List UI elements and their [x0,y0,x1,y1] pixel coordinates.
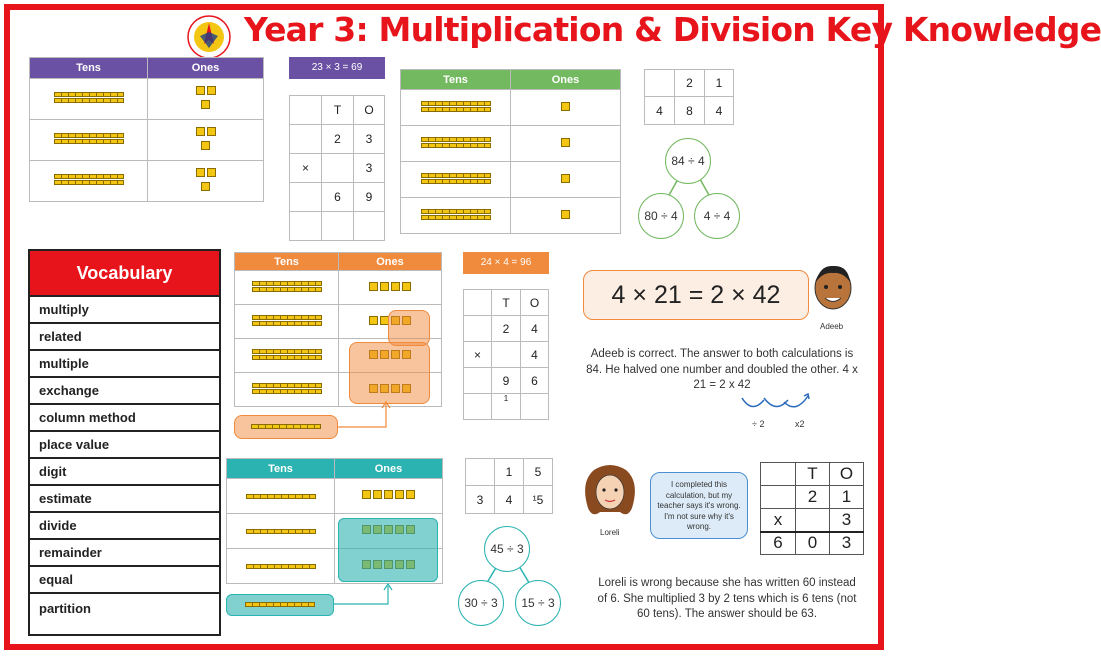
ones-header: Ones [148,58,264,79]
tens-rod [246,494,316,499]
ones-cubes [195,85,217,113]
adeeb-avatar [808,262,858,320]
ones-cubes [195,167,217,195]
short-division-1: 2 1 4 8 4 [644,69,734,125]
vocabulary-panel [28,249,221,636]
tens-header: Tens [227,459,335,479]
tens-rod [246,564,316,569]
vocab-item: multiple [30,351,219,378]
tens-rods [54,173,124,186]
loreli-speech-bubble: I completed this calculation, but my teacher says it's wrong. I'm not sure why it's wrong. [650,472,748,539]
vocab-item: equal [30,567,219,594]
tens-rods [421,172,491,185]
loreli-avatar [580,462,640,526]
ones-cube [561,102,570,111]
vocab-item: estimate [30,486,219,513]
ones-cubes [195,126,217,154]
equation-badge-2: 24 × 4 = 96 [463,252,549,274]
exchange-highlight [349,342,430,404]
vocab-item: multiply [30,297,219,324]
vocab-item: digit [30,459,219,486]
vocab-item: divide [30,513,219,540]
tens-header: Tens [235,253,339,271]
ones-header: Ones [339,253,442,271]
tens-rods [54,91,124,104]
tens-header: Tens [30,58,148,79]
tens-header: Tens [401,70,511,90]
vocab-item: exchange [30,378,219,405]
tens-rods [252,280,322,293]
tens-rods [421,100,491,113]
ones-cube [561,210,570,219]
ones-cubes [361,489,416,503]
exchanged-ten [226,594,334,616]
part-whole-left-1: 80 ÷ 4 [638,193,684,239]
page-title: Year 3: Multiplication & Division Key Knowledge [244,10,1101,49]
school-logo [186,14,232,60]
short-division-2: 1 5 3 4 ¹5 [465,458,553,514]
tens-rods [252,314,322,327]
part-whole-right-2: 15 ÷ 3 [515,580,561,626]
halve-double-arrows [738,392,818,414]
ones-cube [561,174,570,183]
vocabulary-heading: Vocabulary [30,251,219,297]
exchange-highlight [338,518,438,582]
tens-rods [252,348,322,361]
vocab-item: remainder [30,540,219,567]
ones-header: Ones [511,70,621,90]
place-value-table-84 [400,69,621,234]
vocab-item: column method [30,405,219,432]
place-value-table-23 [29,57,264,202]
vocab-item: related [30,324,219,351]
exchange-arrow-1 [336,400,396,432]
part-whole-root-1: 84 ÷ 4 [665,138,711,184]
tens-rods [252,382,322,395]
exchange-highlight [388,310,430,346]
tens-rod [246,529,316,534]
adeeb-explanation: Adeeb is correct. The answer to both calculations is 84. He halved one number and doubled the other. 4 x 21 = 2 x 42 [586,348,858,391]
ones-cube [561,138,570,147]
part-whole-right-1: 4 ÷ 4 [694,193,740,239]
loreli-name: Loreli [600,528,620,537]
tens-rods [421,136,491,149]
equation-badge-1: 23 × 3 = 69 [289,57,385,79]
ones-cubes [368,281,412,295]
loreli-column-method: T O 2 1 x 3 6 0 3 [760,462,864,555]
column-method-2: T O 2 4 × 4 9 6 1 [463,289,549,420]
part-whole-left-2: 30 ÷ 3 [458,580,504,626]
adeeb-equation: 4 × 21 = 2 × 42 [583,270,809,320]
part-whole-root-2: 45 ÷ 3 [484,526,530,572]
exchanged-ten [234,415,338,439]
halve-label: ÷ 2 [752,419,765,429]
tens-rods [54,132,124,145]
tens-rods [421,208,491,221]
loreli-explanation: Loreli is wrong because she has written 60 instead of 6. She multiplied 3 by 2 tens which is 6 tens (not 60 tens). The answer should be 63. [597,577,857,620]
vocab-item: place value [30,432,219,459]
ones-header: Ones [335,459,443,479]
exchange-arrow-2 [332,580,392,610]
adeeb-name: Adeeb [820,322,844,331]
double-label: x2 [795,419,805,429]
vocab-item: partition [39,601,91,616]
column-method-1: T O 2 3 × 3 6 9 [289,95,385,241]
